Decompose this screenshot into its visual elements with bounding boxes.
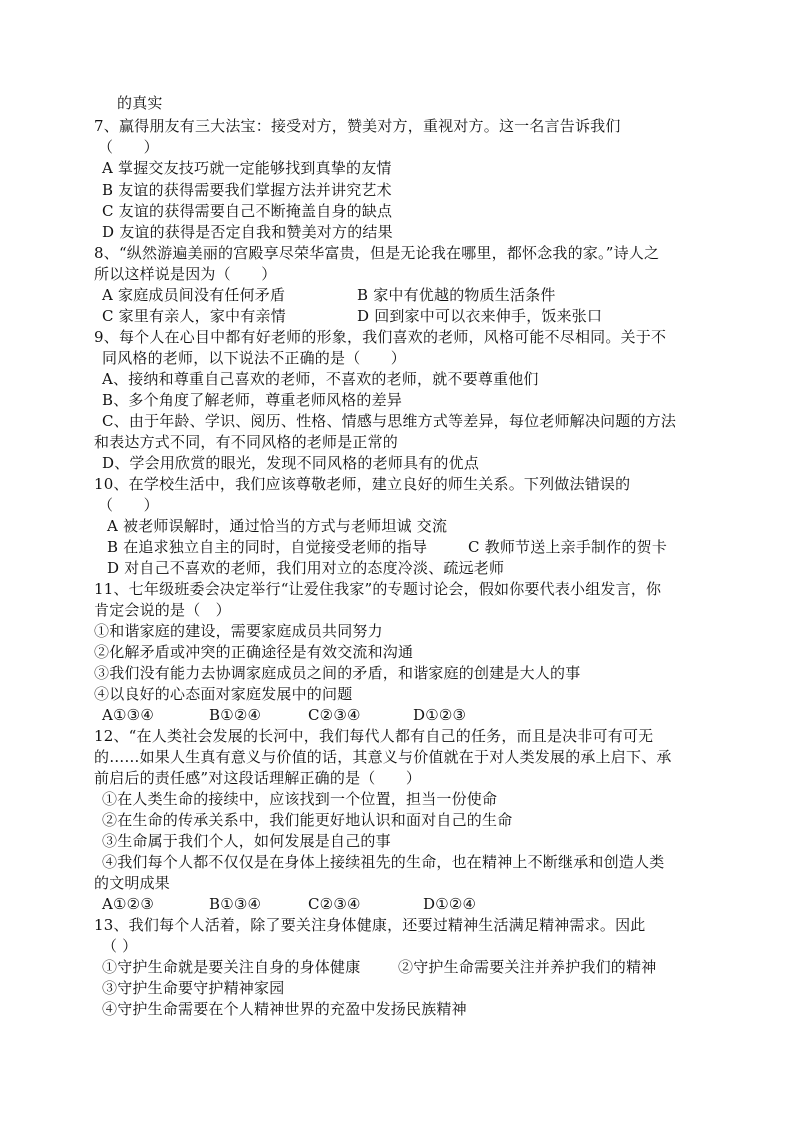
question-8: 8、“纵然游遍美丽的宫殿享尽荣华富贵，但是无论我在哪里，都怀念我的家。”诗人之 bbox=[94, 244, 660, 262]
statement-1: ①和谐家庭的建设，需要家庭成员共同努力 bbox=[94, 622, 383, 640]
option-c: C②③④ bbox=[308, 706, 361, 724]
text-line: 同风格的老师，以下说法不正确的是（ ） bbox=[102, 349, 407, 367]
statement-2: ②守护生命需要关注并养护我们的精神 bbox=[398, 958, 657, 976]
option-d: D①②③ bbox=[413, 706, 467, 724]
option-a: A、接纳和尊重自己喜欢的老师，不喜欢的老师，就不要尊重他们 bbox=[102, 370, 539, 388]
option-d: D①②④ bbox=[423, 895, 477, 913]
option-b: B、多个角度了解老师，尊重老师风格的差异 bbox=[102, 391, 403, 409]
question-11: 11、七年级班委会决定举行“让爱住我家”的专题讨论会，假如你要代表小组发言，你 bbox=[94, 580, 662, 598]
statement-3: ③守护生命要守护精神家园 bbox=[102, 979, 285, 997]
statement-3: ③我们没有能力去协调家庭成员之间的矛盾，和谐家庭的创建是大人的事 bbox=[94, 664, 581, 682]
option-b: B 友谊的获得需要我们掌握方法并讲究艺术 bbox=[102, 181, 392, 199]
option-b: B 在追求独立自主的同时，自觉接受老师的指导 bbox=[107, 538, 428, 556]
text-line: 和表达方式不同，有不同风格的老师是正常的 bbox=[94, 433, 399, 451]
text-line: 肯定会说的是（ ） bbox=[94, 601, 231, 619]
question-12: 12、“在人类社会发展的长河中，我们每代人都有自己的任务，而且是决非可有可无 bbox=[94, 727, 654, 745]
option-b: B①②④ bbox=[209, 706, 262, 724]
option-d: D 友谊的获得是否定自我和赞美对方的结果 bbox=[102, 223, 393, 241]
statement-4: ④守护生命需要在个人精神世界的充盈中发扬民族精神 bbox=[102, 1000, 467, 1018]
option-c: C 家里有亲人，家中有亲情 bbox=[102, 307, 286, 325]
text-line: 的……如果人生真有意义与价值的话，其意义与价值就在于对人类发展的承上启下、承 bbox=[94, 748, 672, 766]
text-line: 的文明成果 bbox=[94, 874, 171, 892]
option-a: A①③④ bbox=[102, 706, 154, 724]
option-c: C、由于年龄、学识、阅历、性格、情感与思维方式等差异，每位老师解决问题的方法 bbox=[102, 412, 677, 430]
option-a: A 家庭成员间没有任何矛盾 bbox=[102, 286, 286, 304]
option-a: A 被老师误解时，通过恰当的方式与老师坦诚 交流 bbox=[107, 517, 448, 535]
option-c: C 友谊的获得需要自己不断掩盖自身的缺点 bbox=[102, 202, 393, 220]
statement-2: ②化解矛盾或冲突的正确途径是有效交流和沟通 bbox=[94, 643, 414, 661]
option-b: B 家中有优越的物质生活条件 bbox=[357, 286, 556, 304]
statement-3: ③生命属于我们个人，如何发展是自己的事 bbox=[102, 832, 391, 850]
option-a: A①②③ bbox=[102, 895, 154, 913]
question-9: 9、每个人在心目中都有好老师的形象，我们喜欢的老师，风格可能不尽相同。关于不 bbox=[94, 328, 667, 346]
option-c: C②③④ bbox=[308, 895, 361, 913]
question-10: 10、在学校生活中，我们应该尊敬老师，建立良好的师生关系。下列做法错误的 bbox=[94, 475, 631, 493]
option-c: C 教师节送上亲手制作的贺卡 bbox=[468, 538, 668, 556]
answer-blank: （ ） bbox=[98, 496, 159, 514]
option-d: D 回到家中可以衣来伸手，饭来张口 bbox=[357, 307, 603, 325]
text-line: 的真实 bbox=[117, 94, 163, 112]
statement-2: ②在生命的传承关系中，我们能更好地认识和面对自己的生命 bbox=[102, 811, 513, 829]
text-line: 前启后的责任感”对这段话理解正确的是（ ） bbox=[94, 769, 422, 787]
statement-1: ①守护生命就是要关注自身的身体健康 bbox=[102, 958, 361, 976]
option-d: D 对自己不喜欢的老师，我们用对立的态度冷淡、疏远老师 bbox=[107, 559, 505, 577]
option-d: D、学会用欣赏的眼光，发现不同风格的老师具有的优点 bbox=[102, 454, 480, 472]
text-line: 所以这样说是因为（ ） bbox=[94, 265, 277, 283]
statement-1: ①在人类生命的接续中，应该找到一个位置，担当一份使命 bbox=[102, 790, 498, 808]
answer-blank: （ ） bbox=[102, 937, 138, 955]
answer-blank: （ ） bbox=[98, 138, 159, 156]
statement-4: ④我们每个人都不仅仅是在身体上接续祖先的生命，也在精神上不断继承和创造人类 bbox=[102, 853, 665, 871]
option-a: A 掌握交友技巧就一定能够找到真挚的友情 bbox=[102, 159, 392, 177]
statement-4: ④以良好的心态面对家庭发展中的问题 bbox=[94, 685, 353, 703]
option-b: B①③④ bbox=[209, 895, 262, 913]
question-7: 7、赢得朋友有三大法宝：接受对方，赞美对方，重视对方。这一名言告诉我们 bbox=[94, 117, 621, 135]
question-13: 13、我们每个人活着，除了要关注身体健康，还要过精神生活满足精神需求。因此 bbox=[94, 916, 646, 934]
